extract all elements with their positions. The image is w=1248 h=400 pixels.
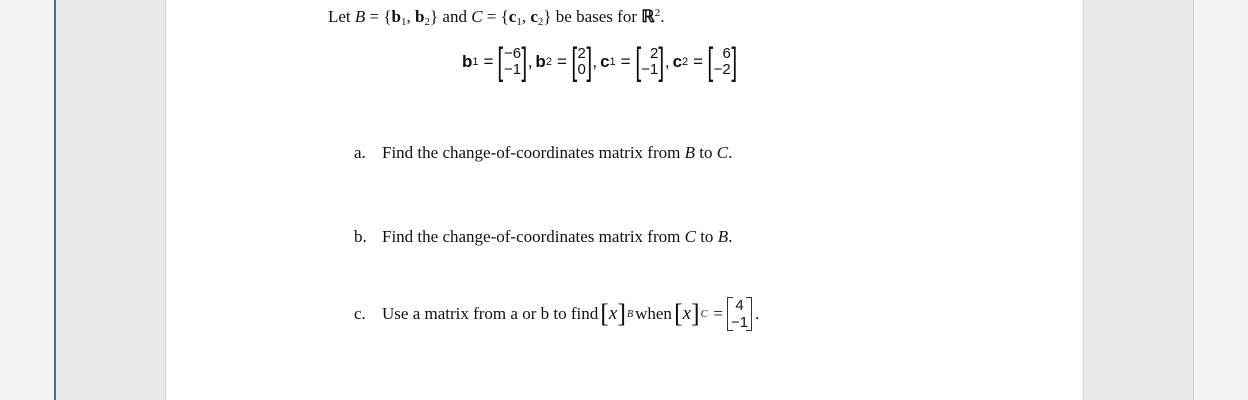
- question-a: [354, 143, 732, 163]
- close2: } be bases for: [543, 7, 642, 26]
- question-end: .: [755, 304, 760, 323]
- question-end: .: [728, 143, 733, 162]
- vector-label: c: [600, 52, 610, 71]
- equals-sign: =: [556, 52, 567, 71]
- question-text: Use a matrix from a or b to find: [382, 304, 599, 323]
- to-word: to: [695, 143, 717, 162]
- left-margin: [56, 0, 166, 400]
- question-letter: c.: [354, 304, 366, 323]
- vector-bottom: 0: [577, 61, 586, 78]
- basis-C: C: [471, 7, 483, 26]
- c1-sub: 1: [516, 16, 522, 28]
- question-b: [354, 227, 732, 247]
- equals-sign: =: [713, 304, 723, 323]
- basis-to: B: [717, 227, 729, 246]
- vector-b2: [535, 43, 600, 81]
- c1: c: [508, 7, 517, 26]
- sep1: ,: [406, 7, 416, 26]
- left-bracket: [: [634, 41, 641, 83]
- vector-c2: [673, 43, 737, 81]
- window-left-edge: [0, 0, 56, 400]
- vector-entries: [503, 46, 522, 78]
- question-text: Find the change-of-coordinates matrix from: [382, 143, 685, 162]
- intro-eq2: = {: [482, 7, 509, 26]
- vector-entries: [640, 46, 659, 78]
- vector-top: 6: [722, 45, 731, 62]
- b1: b: [391, 7, 402, 26]
- vector-sub: 1: [472, 56, 479, 68]
- vector-bottom: −2: [713, 61, 731, 78]
- coord-vector-B: [ x ] B: [600, 299, 634, 328]
- right-bracket: ]: [521, 41, 528, 83]
- dimension-sup: 2: [654, 7, 661, 19]
- vector-top: −6: [504, 45, 522, 62]
- basis-from: B: [684, 143, 695, 162]
- basis-B: B: [354, 7, 366, 26]
- vector-bottom: −1: [730, 314, 749, 331]
- vector-entries: [576, 46, 586, 78]
- vector-top: 2: [577, 45, 586, 62]
- vector-b1: [462, 43, 535, 81]
- vector-bottom: −1: [641, 61, 659, 78]
- vector-bottom: −1: [504, 61, 522, 78]
- coord-vector-C: [ x ] C: [673, 299, 708, 328]
- coord-sub: B: [627, 308, 634, 320]
- real-numbers: ℝ: [641, 7, 655, 26]
- question-letter: a.: [354, 143, 366, 162]
- intro-period: .: [660, 7, 665, 26]
- problem-intro: [328, 3, 664, 32]
- vector-label: b: [462, 52, 473, 71]
- left-bracket: [: [497, 41, 504, 83]
- left-bracket: [: [571, 41, 578, 83]
- right-bracket: ]: [658, 41, 665, 83]
- close1: } and: [429, 7, 472, 26]
- right-bracket: ]: [586, 41, 592, 83]
- b2: b: [415, 7, 425, 26]
- question-letter: b.: [354, 227, 367, 246]
- intro-eq1: = {: [365, 7, 392, 26]
- window-right-edge: [1193, 0, 1248, 400]
- basis-to: C: [716, 143, 729, 162]
- vector-c1: [600, 43, 673, 81]
- right-bracket: ]: [731, 41, 737, 83]
- comma: ,: [592, 52, 598, 71]
- c2: c: [530, 7, 538, 26]
- vector-top: 2: [649, 45, 659, 62]
- vector-top: 4: [735, 297, 744, 314]
- basis-from: C: [684, 227, 696, 246]
- vector-sub: 2: [545, 56, 552, 68]
- when-word: when: [635, 304, 672, 323]
- b2-sub: 2: [424, 16, 430, 28]
- sep2: ,: [521, 7, 531, 26]
- coord-x: x: [682, 303, 692, 324]
- left-bracket: [: [707, 41, 714, 83]
- vector-label: b: [535, 52, 546, 71]
- c2-sub: 2: [537, 16, 544, 28]
- equals-sign: =: [620, 52, 631, 71]
- vector-sub: 1: [609, 56, 616, 68]
- equals-sign: =: [693, 52, 704, 71]
- question-text: Find the change-of-coordinates matrix from: [382, 227, 685, 246]
- comma: ,: [527, 52, 533, 71]
- vector-entries: [713, 46, 732, 78]
- vector-label: c: [672, 52, 683, 71]
- to-word: to: [695, 227, 718, 246]
- question-c: [354, 292, 759, 336]
- coord-sub: C: [700, 308, 708, 320]
- equals-sign: =: [483, 52, 494, 71]
- vector-definitions: [462, 40, 736, 84]
- comma: ,: [664, 52, 670, 71]
- document-page: [166, 0, 1083, 400]
- question-end: .: [728, 227, 733, 246]
- intro-let: Let: [328, 7, 351, 26]
- b1-sub: 1: [401, 16, 407, 28]
- coord-x: x: [608, 303, 618, 324]
- vector-sub: 2: [682, 56, 689, 68]
- right-margin: [1083, 0, 1193, 400]
- given-vector: [727, 297, 752, 331]
